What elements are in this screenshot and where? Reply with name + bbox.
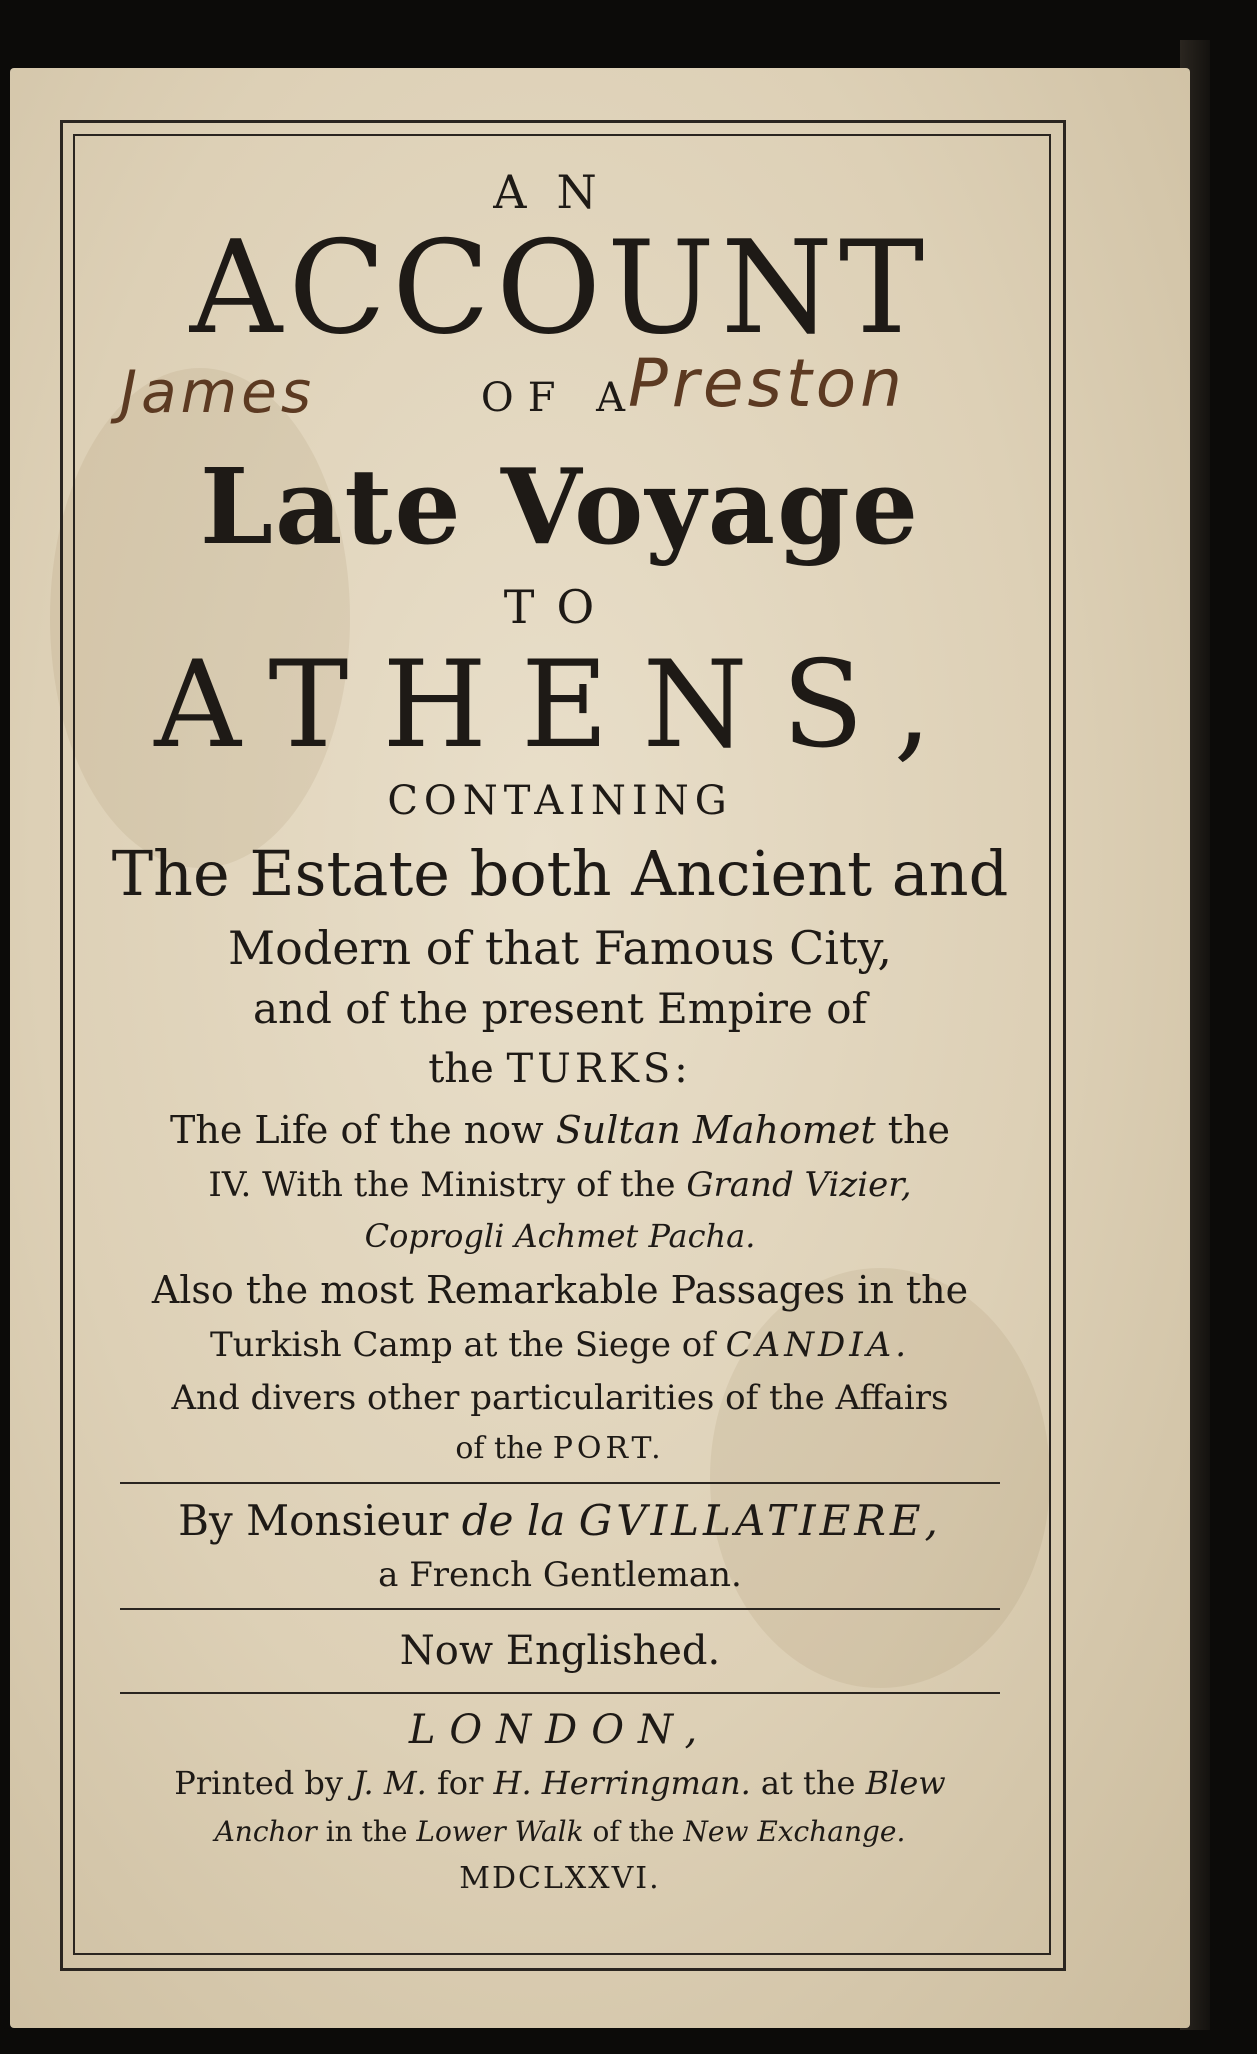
imprint-london: LONDON, — [408, 1707, 712, 1753]
ministry-line — [80, 1160, 1040, 1210]
title-athens: ATHENS, — [154, 636, 966, 775]
coprogli-line: Coprogli Achmet Pacha. — [364, 1217, 756, 1255]
ministry-prefix: IV. With the Ministry of the — [208, 1165, 676, 1205]
port-line — [80, 1424, 1040, 1474]
turkish-prefix: Turkish Camp at the Siege of — [209, 1325, 715, 1365]
turks-word: TURKS: — [506, 1046, 692, 1092]
divider-rule — [120, 1608, 1000, 1610]
subtitle-turks-line — [80, 1038, 1040, 1100]
subtitle-modern: Modern of that Famous City, — [228, 921, 892, 975]
life-prefix: The Life of the now — [170, 1108, 544, 1152]
turkish-line — [80, 1318, 1040, 1372]
turks-prefix: the — [428, 1046, 494, 1092]
englished-line: Now Englished. — [399, 1628, 721, 1674]
divers-line: And divers other particularities of the Affairs — [171, 1378, 949, 1418]
title-account: ACCOUNT — [189, 214, 931, 363]
blew-word: Blew — [865, 1764, 946, 1802]
port-word: PORT. — [552, 1431, 665, 1466]
imprint-anchor-line — [80, 1808, 1040, 1856]
title-page — [10, 68, 1190, 2028]
subtitle-empire: and of the present Empire of — [252, 984, 868, 1033]
title-of-a: OF A — [480, 375, 640, 421]
new-exchange: New Exchange. — [683, 1815, 906, 1848]
port-prefix: of the — [455, 1431, 544, 1466]
imprint-year: MDCLXXVI. — [459, 1861, 661, 1896]
by-prefix: By Monsieur — [178, 1496, 449, 1545]
imprint-printed-line — [80, 1758, 1040, 1808]
author-name: GVILLATIERE, — [578, 1496, 942, 1545]
title-an: AN — [493, 165, 627, 219]
anchor-word: Anchor — [214, 1815, 317, 1848]
ministry-vizier: Grand Vizier, — [686, 1165, 912, 1205]
life-suffix: the — [887, 1108, 950, 1152]
candia-word: CANDIA. — [725, 1325, 910, 1365]
subtitle-containing: CONTAINING — [387, 778, 733, 824]
printer-name: J. M. — [353, 1764, 427, 1802]
title-to: TO — [503, 580, 617, 634]
also-line: Also the most Remarkable Passages in the — [151, 1268, 969, 1312]
lower-walk: Lower Walk — [416, 1815, 584, 1848]
publisher-name: H. Herringman. — [493, 1764, 751, 1802]
inscription-first-name: James — [120, 358, 316, 426]
divider-rule — [120, 1482, 1000, 1484]
gentleman-line: a French Gentleman. — [378, 1555, 742, 1595]
for-word: for — [436, 1764, 484, 1802]
author-line — [80, 1492, 1040, 1550]
of-the-word: of the — [592, 1815, 675, 1848]
of-a-row — [80, 345, 1040, 442]
inscription-last-name: Preston — [628, 345, 907, 422]
title-block — [80, 160, 1040, 1902]
life-line — [80, 1100, 1040, 1160]
by-de-la: de la — [461, 1496, 566, 1545]
divider-rule — [120, 1692, 1000, 1694]
title-late-voyage: Late Voyage — [199, 445, 921, 568]
in-the-word: in the — [325, 1815, 408, 1848]
printed-suffix: at the — [760, 1764, 856, 1802]
printed-prefix: Printed by — [174, 1764, 343, 1802]
life-sultan: Sultan Mahomet — [555, 1108, 876, 1152]
subtitle-estate: The Estate both Ancient and — [111, 837, 1009, 910]
